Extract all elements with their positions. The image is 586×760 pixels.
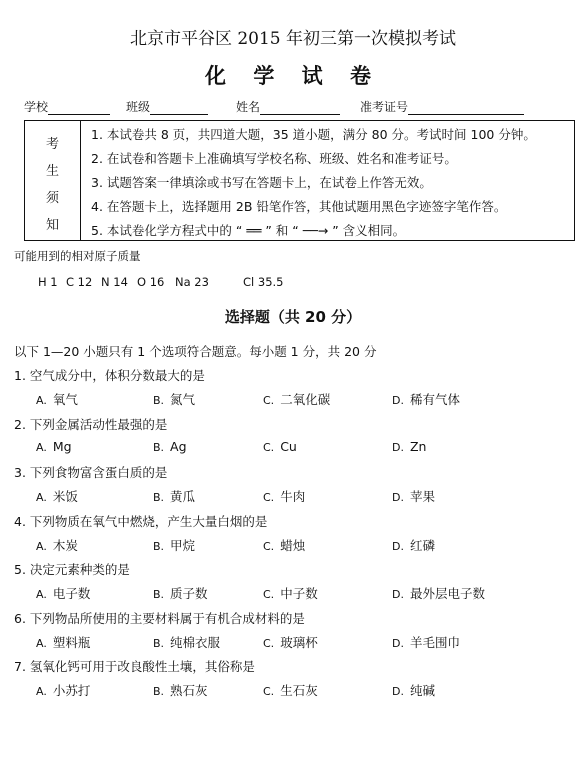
option-letter: D.	[392, 539, 404, 553]
option-letter: A.	[36, 636, 47, 650]
option-letter: B.	[153, 491, 165, 504]
option-letter: A.	[36, 394, 47, 407]
exam-title: 北京市平谷区 2015 年初三第一次模拟考试	[129, 29, 457, 49]
answer-option[interactable]	[392, 633, 460, 651]
exam-id-blank[interactable]	[408, 101, 524, 115]
option-letter: B.	[153, 394, 165, 407]
option-text: 最外层电子数	[409, 586, 485, 601]
question-stem: 3. 下列食物富含蛋白质的是	[14, 465, 168, 480]
answer-option[interactable]	[263, 390, 330, 408]
answer-option[interactable]	[392, 390, 460, 408]
option-text: 熟石灰	[170, 683, 208, 698]
answer-option[interactable]	[392, 439, 426, 454]
answer-option[interactable]	[153, 439, 187, 454]
option-text: 甲烷	[170, 537, 196, 553]
school-label: 学校	[24, 100, 49, 114]
notice-heading	[25, 121, 81, 240]
option-text: 黄瓜	[170, 489, 196, 504]
answer-option[interactable]	[392, 536, 435, 554]
option-letter: A.	[36, 685, 47, 698]
option-text: 稀有气体	[409, 392, 460, 407]
option-text: Ag	[170, 438, 187, 454]
option-text: 二氧化碳	[280, 392, 331, 407]
answer-option[interactable]	[36, 536, 78, 554]
option-text: 氮气	[170, 392, 196, 407]
answer-option[interactable]	[263, 536, 305, 554]
notice-item: 4. 在答题卡上，选择题用 2B 铅笔作答，其他试题用黑色字迹签字笔作答。	[91, 199, 507, 214]
section-title: 选择题（共 20 分）	[224, 308, 362, 326]
option-text: Mg	[52, 438, 72, 454]
option-text: 纯碱	[409, 683, 435, 698]
option-text: 质子数	[170, 586, 208, 601]
option-text: 生石灰	[280, 683, 318, 698]
answer-option[interactable]	[263, 633, 318, 651]
option-text: Zn	[409, 438, 427, 454]
answer-option[interactable]	[263, 439, 297, 454]
question-stem: 4. 下列物质在氧气中燃烧，产生大量白烟的是	[14, 513, 268, 529]
option-letter: A.	[36, 588, 47, 601]
atomic-mass-label: 可能用到的相对原子质量	[14, 249, 141, 263]
answer-option[interactable]	[36, 633, 90, 651]
answer-option[interactable]	[392, 487, 435, 505]
name-label: 姓名	[236, 100, 261, 114]
option-letter: D.	[392, 588, 404, 601]
answer-option[interactable]	[153, 681, 208, 699]
exam-id-label: 准考证号	[360, 100, 409, 114]
option-letter: B.	[153, 539, 165, 553]
option-letter: B.	[153, 440, 165, 454]
notice-item: 2. 在试卷和答题卡上准确填写学校名称、班级、姓名和准考证号。	[91, 151, 457, 166]
notice-heading-char: 知	[45, 218, 59, 233]
option-letter: C.	[263, 440, 275, 454]
answer-option[interactable]	[392, 681, 435, 699]
atomic-mass-h: H 1	[38, 275, 58, 289]
section-instruction: 以下 1—20 小题只有 1 个选项符合题意。每小题 1 分，共 20 分	[14, 344, 377, 359]
option-letter: B.	[153, 685, 165, 698]
option-text: 蜡烛	[280, 537, 306, 553]
exam-id-field[interactable]	[360, 98, 524, 115]
subject-title: 化 学 试 卷	[205, 63, 381, 88]
option-text: 小苏打	[52, 683, 91, 698]
answer-option[interactable]	[36, 487, 78, 505]
question-stem: 7. 氢氧化钙可用于改良酸性土壤，其俗称是	[14, 659, 255, 674]
question-stem: 6. 下列物品所使用的主要材料属于有机合成材料的是	[14, 610, 305, 626]
answer-option[interactable]	[36, 584, 90, 602]
option-letter: C.	[263, 394, 275, 407]
answer-option[interactable]	[36, 390, 78, 408]
option-letter: B.	[153, 588, 165, 601]
answer-option[interactable]	[36, 439, 72, 454]
answer-option[interactable]	[263, 681, 318, 699]
question-stem: 5. 决定元素种类的是	[14, 562, 130, 577]
answer-option[interactable]	[263, 487, 305, 505]
option-text: 中子数	[280, 586, 318, 601]
option-letter: C.	[263, 491, 275, 504]
option-text: 塑料瓶	[52, 634, 91, 650]
answer-option[interactable]	[263, 584, 318, 602]
option-letter: B.	[153, 636, 165, 650]
answer-option[interactable]	[153, 536, 195, 554]
option-letter: D.	[392, 394, 404, 407]
school-blank[interactable]	[48, 101, 110, 115]
question-stem: 1. 空气成分中，体积分数最大的是	[14, 368, 205, 383]
candidate-notice-box	[24, 120, 575, 241]
option-text: 苹果	[409, 489, 435, 504]
option-letter: D.	[392, 440, 404, 454]
notice-item: 1. 本试卷共 8 页，共四道大题，35 道小题，满分 80 分。考试时间 100 分钟。	[91, 127, 536, 142]
option-text: 牛肉	[280, 489, 306, 504]
answer-option[interactable]	[36, 681, 90, 699]
option-text: 羊毛围巾	[409, 634, 460, 650]
notice-heading-char: 考	[45, 137, 59, 152]
option-text: 木炭	[52, 537, 78, 553]
atomic-mass-c: C 12	[66, 275, 93, 289]
answer-option[interactable]	[392, 584, 485, 602]
option-letter: A.	[36, 539, 47, 553]
option-text: Cu	[280, 438, 297, 454]
school-field[interactable]	[24, 98, 110, 115]
option-letter: A.	[36, 491, 47, 504]
class-blank[interactable]	[150, 101, 208, 115]
question-stem: 2. 下列金属活动性最强的是	[14, 416, 168, 432]
option-letter: C.	[263, 685, 275, 698]
name-blank[interactable]	[260, 101, 340, 115]
notice-heading-char: 须	[45, 191, 59, 206]
notice-item: 5. 本试卷化学方程式中的 “ ══ ” 和 “ ──→ ” 含义相同。	[91, 223, 406, 238]
option-letter: C.	[263, 636, 275, 650]
class-field[interactable]	[126, 98, 208, 115]
option-text: 电子数	[52, 586, 91, 601]
class-label: 班级	[126, 100, 151, 114]
atomic-mass-na: Na 23	[175, 275, 209, 289]
option-text: 红磷	[409, 537, 435, 553]
answer-option[interactable]	[153, 487, 195, 505]
option-letter: C.	[263, 588, 275, 601]
answer-option[interactable]	[153, 633, 220, 651]
student-info-row	[24, 98, 564, 114]
option-text: 纯棉衣服	[170, 634, 221, 650]
name-field[interactable]	[236, 98, 340, 115]
option-text: 氧气	[52, 392, 78, 407]
notice-heading-char: 生	[45, 164, 59, 179]
atomic-mass-cl: Cl 35.5	[243, 275, 284, 289]
option-text: 米饭	[52, 489, 78, 504]
option-letter: D.	[392, 636, 404, 650]
answer-option[interactable]	[153, 390, 195, 408]
atomic-mass-n: N 14	[101, 275, 128, 289]
option-text: 玻璃杯	[280, 634, 318, 650]
option-letter: D.	[392, 491, 404, 504]
option-letter: C.	[263, 539, 275, 553]
answer-option[interactable]	[153, 584, 208, 602]
option-letter: A.	[36, 440, 47, 454]
notice-item: 3. 试题答案一律填涂或书写在答题卡上，在试卷上作答无效。	[91, 175, 432, 190]
atomic-mass-o: O 16	[137, 275, 165, 289]
option-letter: D.	[392, 685, 404, 698]
